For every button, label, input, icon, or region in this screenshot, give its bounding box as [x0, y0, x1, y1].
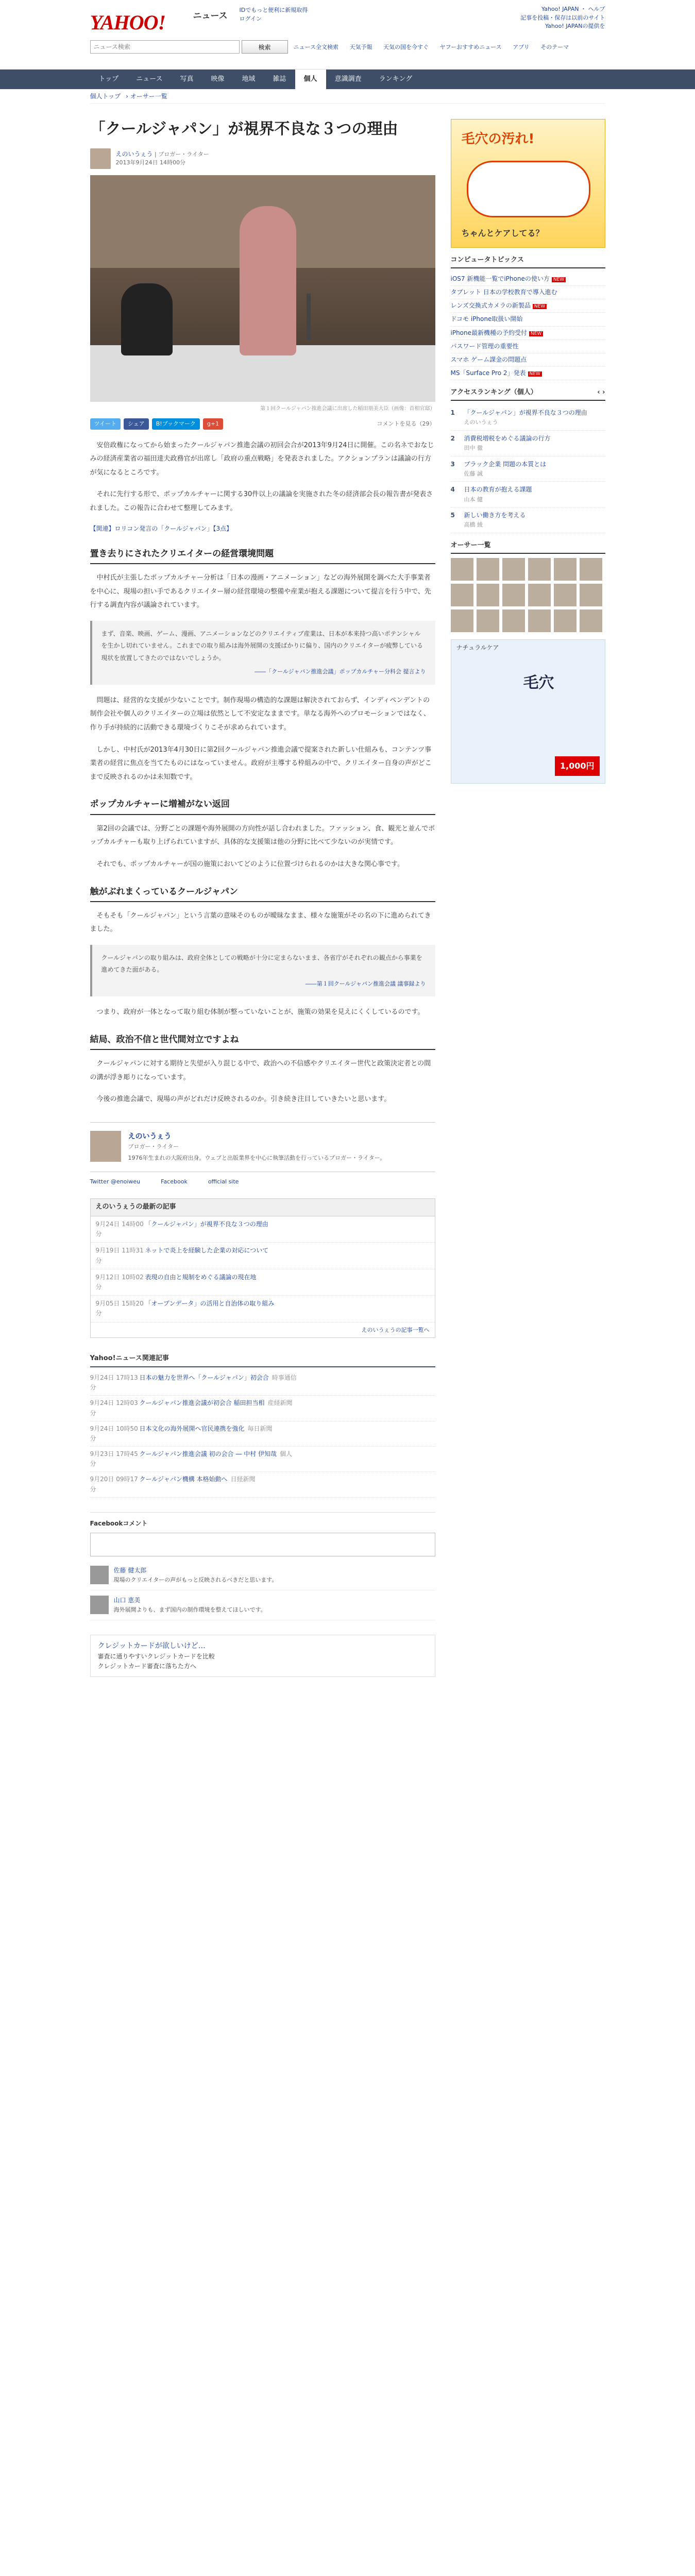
new-badge: NEW: [529, 331, 543, 336]
author-row: えのいうぇう | ブロガー・ライター 2013年9月24日 14時00分: [90, 148, 435, 169]
nav-photo[interactable]: 写真: [180, 75, 194, 83]
author-thumb[interactable]: [580, 558, 602, 581]
comment-count-link[interactable]: コメントを見る（29）: [377, 420, 435, 427]
top-header: [0, 0, 695, 70]
paragraph: 問題は、経営的な支援が少ないことです。制作現場の構造的な課題は解決されておらず、インディペンデントの制作会社や個人のクリエイターの立場は依然として不安定なままです。単なる海外へのプロモーションではなく、作り手が持続的に活動できる環境づくりこそが求められています。: [90, 696, 430, 732]
breadcrumb: 個人トップ › オーサー一覧: [90, 89, 605, 104]
nav-individual[interactable]: 個人: [295, 70, 326, 89]
facebook-share-button[interactable]: シェア: [124, 418, 149, 430]
author-thumb[interactable]: [477, 584, 499, 606]
author-thumb[interactable]: [502, 584, 525, 606]
latest-articles-heading: えのいうぇうの最新の記事: [91, 1199, 435, 1216]
topics-heading: コンピュータトピックス: [451, 255, 605, 268]
comment-item: [90, 1590, 435, 1620]
signup-link[interactable]: IDでもっと便利に新規取得: [239, 7, 308, 13]
search-link-app[interactable]: アプリ: [513, 44, 530, 50]
commenter-name[interactable]: 佐藤 健太郎: [113, 1567, 147, 1574]
author-thumb[interactable]: [477, 558, 499, 581]
yahoo-logo[interactable]: YAHOO!: [90, 11, 166, 34]
sidebar-ad-cosmetics[interactable]: ナチュラルケア 毛穴 1,000円: [451, 639, 605, 784]
topic-link[interactable]: ドコモ iPhone取扱い開始: [451, 313, 605, 326]
search-links: [294, 43, 579, 52]
comment-section: [90, 1512, 435, 1620]
list-item: 9月19日 11時31分 ネットで炎上を経験した企業の対応について: [91, 1243, 435, 1269]
author-facebook-link[interactable]: Facebook: [161, 1178, 188, 1185]
global-nav: [0, 70, 695, 89]
search-link-fulltext[interactable]: ニュース全文検索: [293, 44, 338, 50]
list-item: 9月12日 10時02分 表現の自由と規制をめぐる議論の現在地: [91, 1269, 435, 1296]
topic-link[interactable]: レンズ交換式カメラの新製品 NEW: [451, 299, 605, 313]
author-description: 1976年生まれの大阪府出身。ウェブと出版業界を中心に執筆活動を行っているブロガー・ライター。: [128, 1154, 386, 1161]
hatena-bookmark-button[interactable]: B!ブックマーク: [152, 418, 200, 430]
nav-news[interactable]: ニュース: [136, 75, 163, 83]
comment-text: 現場のクリエイターの声がもっと反映されるべきだと思います。: [113, 1577, 278, 1584]
news-link[interactable]: クールジャパン機構 本格始動へ: [139, 1476, 228, 1483]
author-name-link[interactable]: えのいうぇう: [115, 150, 153, 158]
ad-title-link[interactable]: クレジットカードが欲しいけど…: [97, 1641, 206, 1650]
google-plus-button[interactable]: g+1: [203, 418, 223, 430]
authors-heading: オーサー一覧: [451, 540, 605, 554]
author-thumb[interactable]: [554, 558, 577, 581]
topic-link[interactable]: スマホ ゲーム課金の問題点: [451, 353, 605, 367]
latest-articles-box: [90, 1198, 435, 1338]
more-articles-link[interactable]: えのいうぇうの記事一覧へ: [361, 1326, 430, 1333]
news-link[interactable]: 日本の魅力を世界へ「クールジャパン」初会合: [139, 1374, 269, 1381]
author-avatar[interactable]: [90, 148, 111, 169]
news-service-label[interactable]: ニュース: [193, 11, 228, 21]
related-news-heading: Yahoo!ニュース関連記事: [90, 1353, 435, 1367]
paragraph: 中村氏が主張したポップカルチャー分析は「日本の漫画・アニメーション」などの海外展開を調べた大手事業者を中心に、現場の担い手であるクリエイター層の経営環境の整備や産業が抱える課題について提言を行う中で、先行する調査内容が議論されています。: [90, 574, 431, 609]
comment-section-label: Facebookコメント: [90, 1519, 148, 1527]
nav-video[interactable]: 映像: [211, 75, 225, 83]
commenter-avatar[interactable]: [90, 1566, 109, 1584]
new-badge: NEW: [528, 371, 542, 377]
author-social-links: [90, 1177, 435, 1187]
article-link[interactable]: 表現の自由と規制をめぐる議論の現在地: [145, 1273, 257, 1281]
article-photo: [90, 175, 435, 402]
topic-link[interactable]: MS「Surface Pro 2」発表 NEW: [451, 367, 605, 380]
paragraph: それに先行する形で、ポップカルチャーに関する30件以上の議論を実施された冬の経済部会長の報告書が発表されました。この報告に合わせて整理してみます。: [90, 490, 433, 513]
list-item: 9月24日 17時13分 日本の魅力を世界へ「クールジャパン」初会合 時事通信: [90, 1370, 435, 1396]
topic-link[interactable]: タブレット 日本の学校教育で導入進む: [451, 286, 605, 299]
section-heading: 結局、政治不信と世代間対立ですよね: [90, 1033, 435, 1050]
list-item: 9月20日 09時17分 クールジャパン機構 本格始動へ 日経新聞: [90, 1472, 435, 1497]
comment-text: 海外展開よりも、まず国内の制作環境を整えてほしいです。: [113, 1606, 266, 1613]
list-item: 9月24日 14時00分 「クールジャパン」が視界不良な３つの理由: [91, 1216, 435, 1243]
ad-line-link[interactable]: クレジットカード審査に落ちた方へ: [97, 1663, 196, 1670]
ranking-heading: アクセスランキング（個人） ‹ ›: [451, 387, 605, 401]
sidebar: [451, 119, 605, 784]
ad-line-link[interactable]: 審査に通りやすいクレジットカードを比較: [97, 1652, 215, 1660]
paragraph: しかし、中村氏が2013年4月30日に第2回クールジャパン推進会議で提案された新しい仕組みも、コンテンツ事業者の経営に焦点を当てたものにはなっていません。政府が主導する枠組みの中で、クリエイター自身の声がどこまで反映されるのかは未知数です。: [90, 745, 432, 781]
author-thumb[interactable]: [528, 609, 551, 632]
comment-input[interactable]: [90, 1533, 435, 1556]
news-link[interactable]: クールジャパン推進会議 初の会合 ― 中村 伊知哉: [139, 1450, 277, 1458]
photo-caption: 第１回クールジャパン推進会議に出席した稲田朋美大臣（画像：首相官邸）: [260, 405, 435, 412]
author-role: ブロガー・ライター: [128, 1143, 179, 1150]
paragraph: 今後の推進会議で、現場の声がどれだけ反映されるのか。引き続き注目していきたいと思います。: [96, 1095, 391, 1104]
breadcrumb-individual-top[interactable]: 個人トップ: [90, 93, 121, 100]
top-right-links: Yahoo! JAPAN ・ ヘルプ 記事を投稿・保存は以前のサイト Yahoo! JAPANの提供を: [520, 6, 605, 29]
author-thumb[interactable]: [528, 558, 551, 581]
search-button[interactable]: 検索: [242, 40, 288, 54]
list-item: 9月23日 17時45分 クールジャパン推進会議 初の会合 ― 中村 伊知哉 個人: [90, 1447, 435, 1472]
ranking-item[interactable]: 2 消費税増税をめぐる議論の行方 田中 徹: [451, 431, 605, 456]
share-row: [90, 418, 435, 430]
new-badge: NEW: [552, 277, 566, 282]
author-twitter-link[interactable]: Twitter @enoiweu: [90, 1178, 141, 1185]
list-item: 9月05日 15時20分 「オープンデータ」の活用と自治体の取り組み: [91, 1296, 435, 1322]
breadcrumb-authors[interactable]: オーサー一覧: [130, 93, 167, 100]
author-thumb[interactable]: [554, 609, 577, 632]
help-link[interactable]: ヘルプ: [588, 6, 605, 12]
news-search-input[interactable]: [90, 40, 240, 54]
section-heading: ポップカルチャーに増補がない返回: [90, 798, 435, 815]
text-ad: [90, 1635, 435, 1677]
top-links: [240, 6, 308, 23]
author-thumb[interactable]: [451, 558, 473, 581]
quote-source-link[interactable]: ――第１回クールジャパン推進会議 議事録より: [305, 980, 426, 987]
nav-region[interactable]: 地域: [242, 75, 256, 83]
author-thumb[interactable]: [580, 609, 602, 632]
author-avatar[interactable]: [90, 1131, 121, 1162]
author-name-link[interactable]: えのいうぇう: [128, 1132, 172, 1141]
inline-related-link[interactable]: 【関連】ロリコン発言の「クールジャパン」【3点】: [90, 524, 233, 532]
topic-link[interactable]: パスワード管理の重要性: [451, 340, 605, 353]
list-item: 9月24日 10時50分 日本文化の海外展開へ官民連携を強化 毎日新聞: [90, 1421, 435, 1447]
news-link[interactable]: クールジャパン推進会議が初会合 稲田担当相: [139, 1399, 265, 1407]
paragraph: それでも、ポップカルチャーが国の施策においてどのように位置づけられるのかは大きな関心事です。: [96, 860, 404, 868]
section-heading: 置き去りにされたクリエイターの経営環境問題: [90, 547, 435, 564]
article-title: 「クールジャパン」が視界不良な３つの理由: [90, 120, 398, 138]
blockquote: [90, 621, 435, 685]
article-link[interactable]: 「オープンデータ」の活用と自治体の取り組み: [145, 1300, 275, 1308]
paragraph: そもそも「クールジャパン」という言葉の意味そのものが曖昧なまま、様々な施策がその名の下に進められてきました。: [90, 911, 431, 934]
search-link-weather[interactable]: 天気予報: [349, 44, 372, 50]
ranking-pager-icon[interactable]: ‹ ›: [597, 388, 605, 397]
author-thumb[interactable]: [502, 558, 525, 581]
nav-survey[interactable]: 意識調査: [334, 75, 362, 83]
tweet-button[interactable]: ツイート: [90, 418, 121, 430]
article-link[interactable]: 「クールジャパン」が視界不良な３つの理由: [145, 1221, 268, 1228]
paragraph: 安倍政権になってから始まったクールジャパン推進会議の初回会合が2013年9月24日に開催。この名ネでおなじみの経済産業省の福田達夫政務官が出席し「政府の重点戦略」を発表されました。アクションプランは議論の行方が気になるところです。: [90, 441, 434, 477]
author-thumb[interactable]: [477, 609, 499, 632]
ranking-item[interactable]: 3 ブラック企業 問題の本質とは 佐藤 誠: [451, 456, 605, 482]
author-profile-box: [90, 1122, 435, 1172]
news-link[interactable]: 日本文化の海外展開へ官民連携を強化: [139, 1425, 245, 1432]
section-heading: 触がぶれまくっているクールジャパン: [90, 885, 435, 902]
yahoo-japan-link[interactable]: Yahoo! JAPAN: [541, 6, 579, 12]
author-thumb[interactable]: [528, 584, 551, 606]
new-badge: NEW: [533, 304, 547, 309]
author-thumb[interactable]: [451, 609, 473, 632]
article-column: [90, 119, 435, 1677]
commenter-name[interactable]: 山口 恵美: [113, 1596, 141, 1604]
old-site-link[interactable]: 記事を投稿・保存は以前のサイト: [520, 14, 605, 21]
sidebar-ad-banner[interactable]: 毛穴の汚れ! ちゃんとケアしてる？: [451, 119, 605, 248]
search-link-recommended[interactable]: ヤフーおすすめニュース: [439, 44, 502, 50]
author-thumb[interactable]: [580, 584, 602, 606]
topic-link[interactable]: iPhone最新機種の予約受付 NEW: [451, 327, 605, 340]
nav-ranking[interactable]: ランキング: [379, 75, 413, 83]
article-date: 2013年9月24日 14時00分: [115, 159, 185, 166]
nav-top[interactable]: トップ: [98, 75, 119, 83]
quote-text: まず、音楽、映画、ゲーム、漫画、アニメーションなどのクリエイティブ産業は、日本が本来持つ高いポテンシャルを生かし切れていません。これまでの取り組みは海外展開の支援ばかりに偏り、国内のクリエイターが疲弊している現状を放置してきたのではないでしょうか。: [101, 630, 423, 662]
login-link[interactable]: ログイン: [239, 15, 262, 22]
author-role: ブロガー・ライター: [158, 151, 209, 158]
author-grid: [451, 558, 605, 632]
author-thumb[interactable]: [451, 584, 473, 606]
author-thumb[interactable]: [502, 609, 525, 632]
list-item: 9月24日 12時03分 クールジャパン推進会議が初会合 稲田担当相 産経新聞: [90, 1396, 435, 1421]
ranking-item[interactable]: 4 日本の教育が抱える課題 山本 健: [451, 482, 605, 507]
search-link-weather-now[interactable]: 天気の国を今すぐ: [383, 44, 429, 50]
paragraph: クールジャパンに対する期待と失望が入り混じる中で、政治への不信感やクリエイター世代と政策決定者との間の溝が浮き彫りになっています。: [90, 1060, 431, 1081]
author-site-link[interactable]: official site: [208, 1178, 239, 1185]
homepage-link[interactable]: Yahoo! JAPANの提供を: [545, 23, 605, 29]
quote-text: クールジャパンの取り組みは、政府全体としての戦略が十分に定まらないまま、各省庁がそれぞれの観点から事業を進めてきた面がある。: [101, 954, 422, 974]
ranking-item[interactable]: 5 新しい働き方を考える 高橋 綾: [451, 507, 605, 533]
quote-source-link[interactable]: ――「クールジャパン推進会議」ポップカルチャー分科会 提言より: [255, 668, 426, 675]
author-thumb[interactable]: [554, 584, 577, 606]
paragraph: 第2回の会議では、分野ごとの課題や海外展開の方向性が話し合われました。ファッション、食、観光と並んでポップカルチャーも取り上げられていますが、具体的な支援策は他の分野に比べて少ないのが実情です。: [90, 824, 435, 846]
ranking-item[interactable]: 1 「クールジャパン」が視界不良な３つの理由 えのいうぇう: [451, 405, 605, 431]
blockquote: [90, 945, 435, 996]
nav-magazine[interactable]: 雑誌: [273, 75, 286, 83]
topic-link[interactable]: iOS7 新機能一覧でiPhoneの使い方 NEW: [451, 273, 605, 286]
commenter-avatar[interactable]: [90, 1596, 109, 1614]
comment-item: [90, 1561, 435, 1590]
article-link[interactable]: ネットで炎上を経験した企業の対応について: [145, 1247, 269, 1255]
paragraph: つまり、政府が一体となって取り組む体制が整っていないことが、施策の効果を見えにくくしているのです。: [96, 1008, 425, 1016]
yahoo-news-related: [90, 1353, 435, 1498]
search-link-theme[interactable]: そのテーマ: [540, 44, 569, 50]
